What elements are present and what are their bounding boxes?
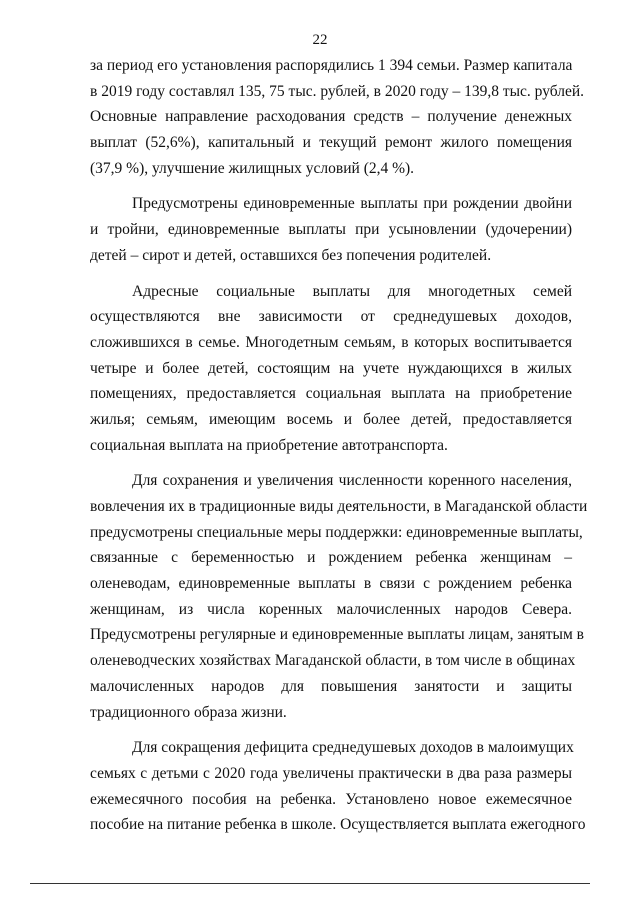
text-line: жилья; семьям, имеющим восемь и более детей, предоставляется — [90, 410, 572, 428]
text-line: четыре и более детей, состоящим на учете нуждающихся в жилых — [90, 359, 572, 377]
paragraph — [90, 735, 586, 838]
paragraph — [90, 468, 588, 725]
paragraph-spacer — [90, 725, 572, 735]
text-line: предусмотрены специальные меры поддержки: единовременные выплаты, — [90, 523, 583, 541]
text-line: (37,9 %), улучшение жилищных условий (2,4 %). — [90, 159, 415, 177]
text-line: женщинам, из числа коренных малочисленных народов Севера. — [90, 600, 572, 618]
text-line: Предусмотрены регулярные и единовременные выплаты лицам, занятым в — [90, 626, 584, 644]
text-line: осуществляются вне зависимости от среднедушевых доходов, — [90, 308, 572, 326]
text-line: за период его установления распорядились 1 394 семьи. Размер капитала — [90, 57, 573, 74]
text-line: выплат (52,6%), капитальный и текущий ремонт жилого помещения — [90, 134, 572, 152]
text-line: Адресные социальные выплаты для многодетных семей — [132, 282, 572, 300]
body-text — [90, 53, 588, 838]
paragraph — [90, 53, 585, 181]
text-line: оленеводам, единовременные выплаты в связи с рождением ребенка — [90, 575, 572, 593]
text-line: помещениях, предоставляется социальная выплата на приобретение — [90, 385, 572, 403]
text-line: детей – сирот и детей, оставшихся без попечения родителей. — [90, 246, 492, 264]
text-line: сложившихся в семье. Многодетным семьям, в которых воспитывается — [90, 333, 572, 351]
paragraph-spacer — [90, 458, 572, 468]
text-line: Для сохранения и увеличения численности коренного населения, — [132, 472, 572, 490]
text-line: вовлечения их в традиционные виды деятельности, в Магаданской области — [90, 498, 588, 515]
text-line: Основные направление расходования средств – получение денежных — [90, 108, 572, 126]
paragraph — [90, 191, 572, 268]
text-line: семьях с детьми с 2020 года увеличены практически в два раза размеры — [90, 764, 572, 782]
paragraph — [90, 279, 572, 459]
text-line: социальная выплата на приобретение автотранспорта. — [90, 436, 448, 454]
text-line: и тройни, единовременные выплаты при усыновлении (удочерении) — [90, 221, 572, 239]
text-line: традиционного образа жизни. — [90, 703, 287, 721]
text-line: Для сокращения дефицита среднедушевых доходов в малоимущих — [132, 739, 574, 757]
text-line: в 2019 году составлял 135, 75 тыс. рублей, в 2020 году – 139,8 тыс. рублей. — [90, 82, 585, 100]
text-line: Предусмотрены единовременные выплаты при рождении двойни — [132, 195, 572, 213]
text-line: связанные с беременностью и рождением ребенка женщинам – — [90, 549, 572, 567]
text-line: малочисленных народов для повышения занятости и защиты — [90, 677, 572, 695]
page-bottom-rule — [30, 883, 590, 884]
paragraph-spacer — [90, 269, 572, 279]
text-line: пособие на питание ребенка в школе. Осуществляется выплата ежегодного — [90, 816, 586, 834]
page-number: 22 — [312, 32, 328, 48]
text-line: оленеводческих хозяйствах Магаданской области, в том числе в общинах — [90, 652, 576, 670]
text-line: ежемесячного пособия на ребенка. Установлено новое ежемесячное — [90, 790, 572, 808]
paragraph-spacer — [90, 181, 572, 191]
